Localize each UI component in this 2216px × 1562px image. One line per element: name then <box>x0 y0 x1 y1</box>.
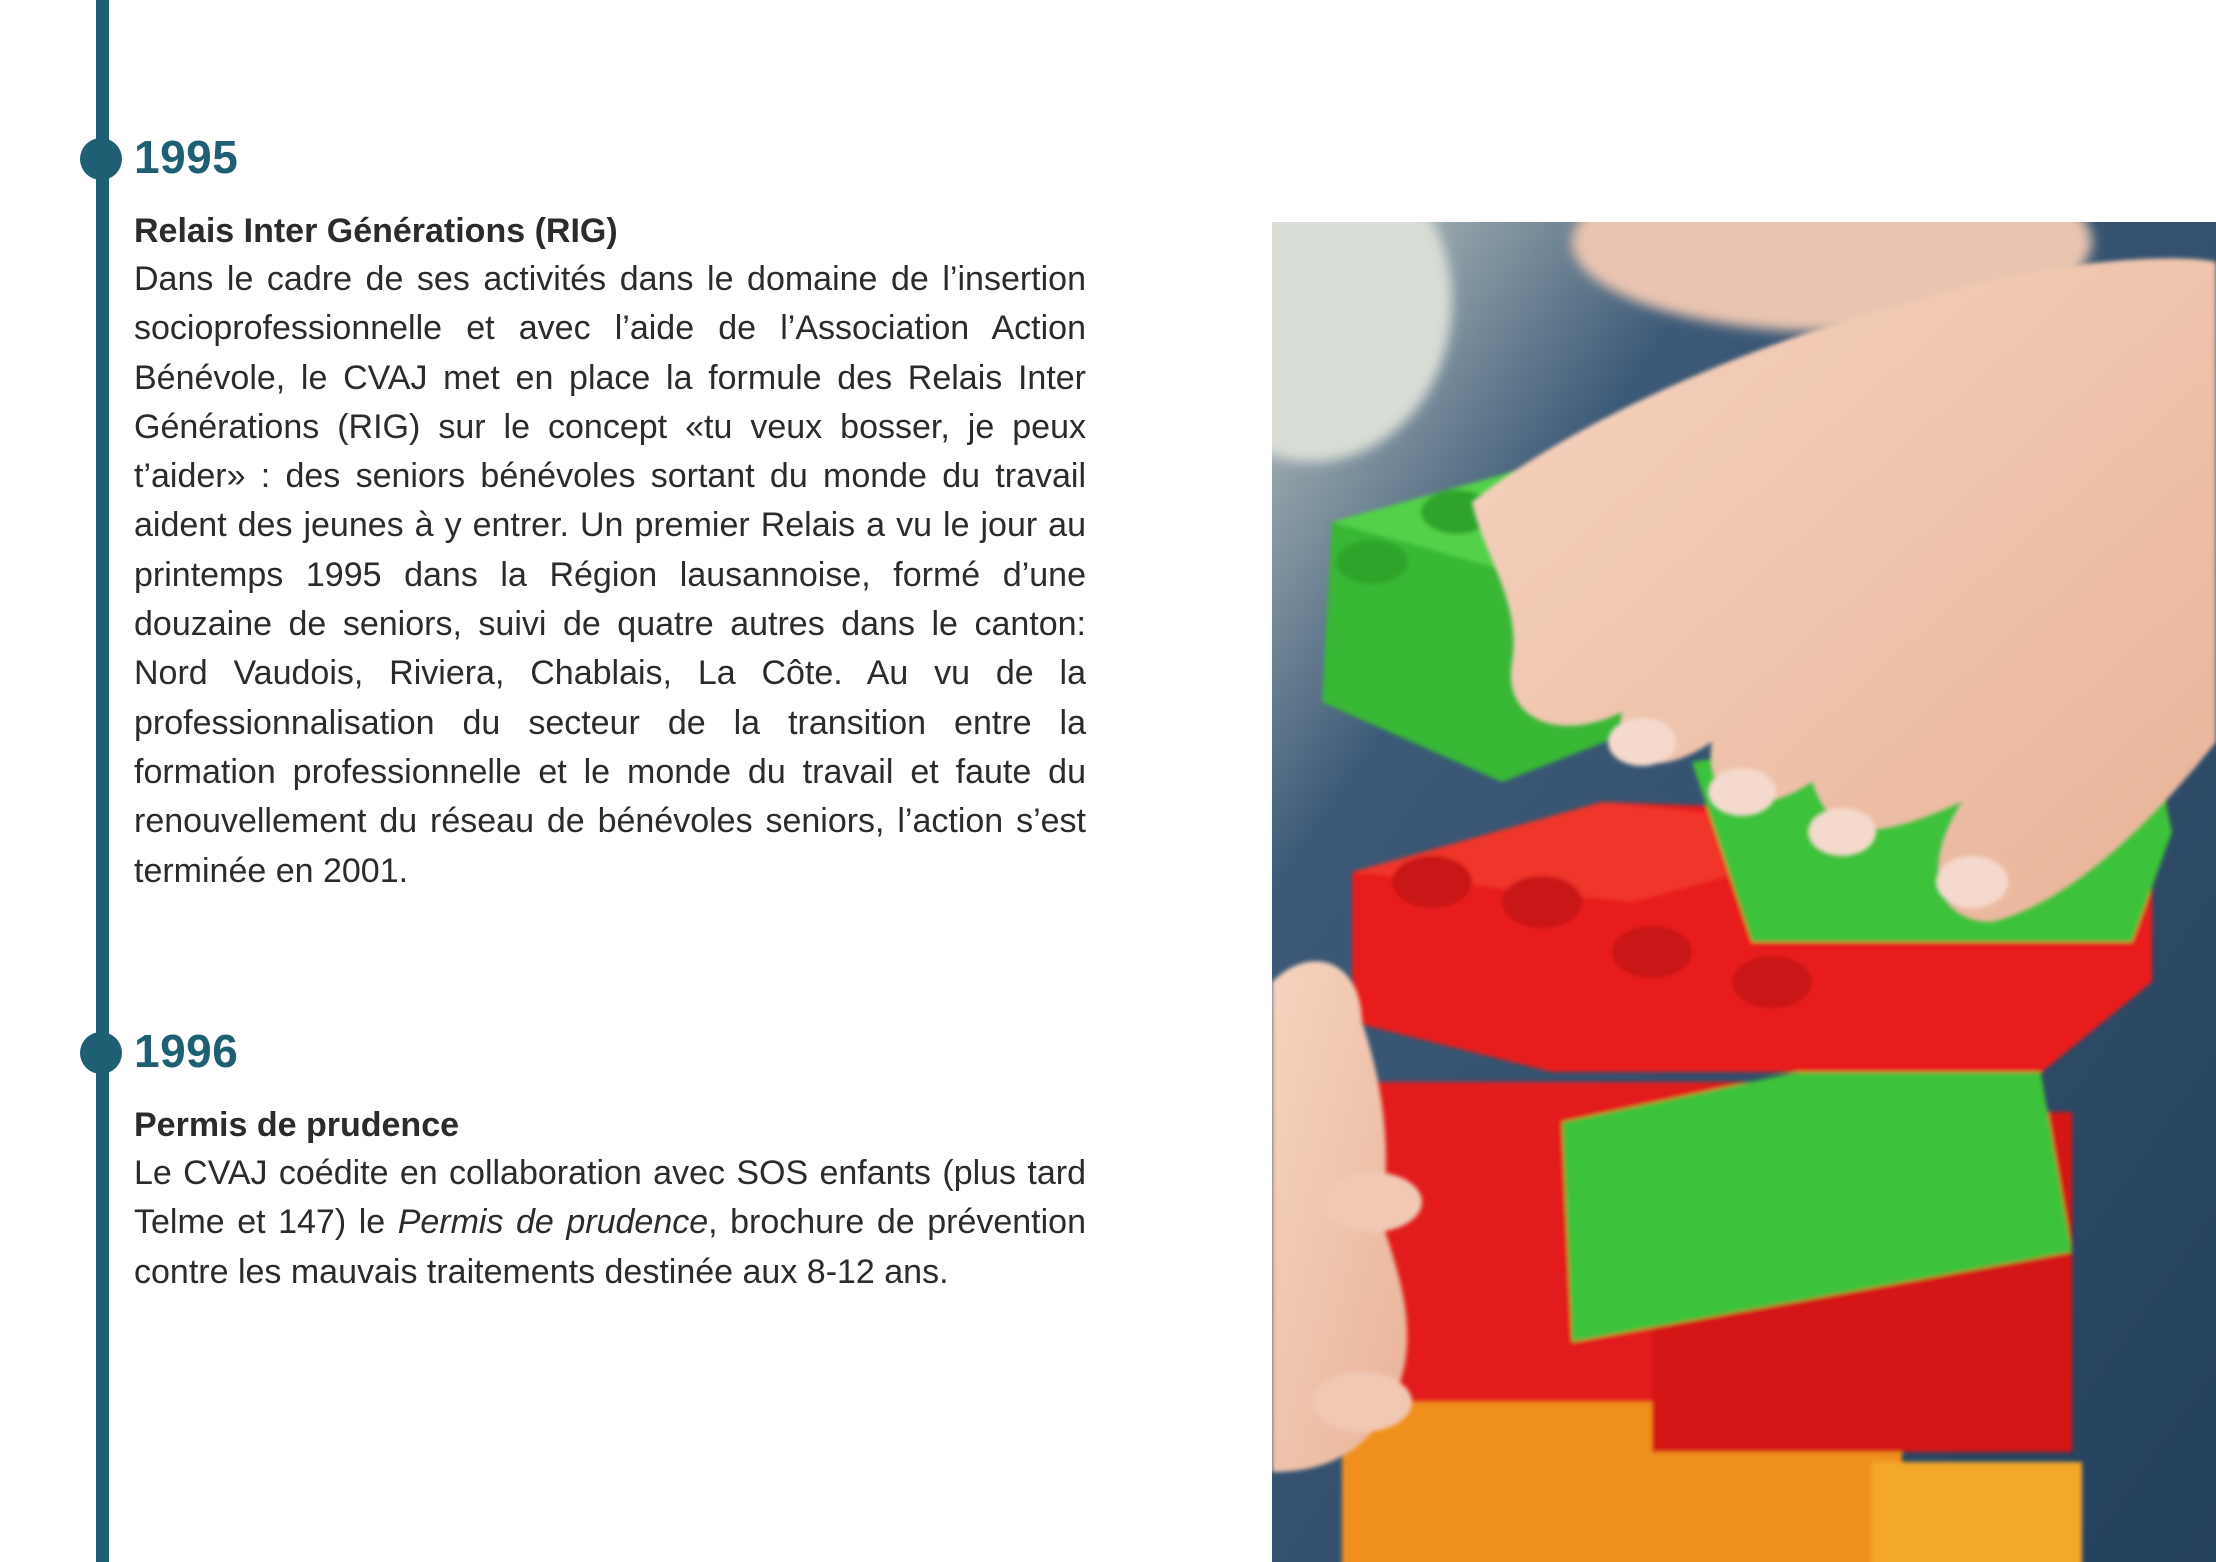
entry-title: Permis de prudence <box>134 1106 460 1144</box>
entry-body: Dans le cadre de ses activités dans le domaine de l’insertion socioprofessionnelle et avec l’aide de l’Association Action Bénévole, le CVAJ met en place la formule des Relais Inter Générations (RIG) sur le concept «tu veux bosser, je peux t’aider» : des seniors bénévoles sortant du monde du travail aident des jeunes à y entrer. Un premier Relais a vu le jour au printemps 1995 dans la Région lausannoise, formé d’une douzaine de seniors, suivi de quatre autres dans le canton: Nord Vaudois, Riviera, Chablais, La Côte. Au vu de la professionnalisation du secteur de la transition entre la formation professionnelle et le monde du travail et faute du renouvellement du réseau de bénévoles seniors, l’action s’est terminée en 2001. <box>134 260 1086 890</box>
entry-body <box>134 1149 1086 1297</box>
entry-title: Relais Inter Générations (RIG) <box>134 212 618 250</box>
photo-toy-blocks <box>1272 222 2216 1562</box>
entry-year: 1996 <box>134 1025 239 1077</box>
toy-blocks-illustration <box>1272 222 2216 1562</box>
timeline-dot <box>80 138 122 180</box>
entry-body-text: Le CVAJ coédite en collaboration avec SOS enfants (plus tard Telme et 147) le <box>134 1154 1086 1242</box>
brochure-title: Permis de prudence <box>397 1203 709 1242</box>
timeline-line <box>96 0 109 1562</box>
entry-year: 1995 <box>134 131 239 183</box>
timeline-dot <box>80 1032 122 1074</box>
entry-body-text: , brochure de prévention contre les mauvais traitements destinée aux 8-12 ans. <box>134 1203 1086 1291</box>
